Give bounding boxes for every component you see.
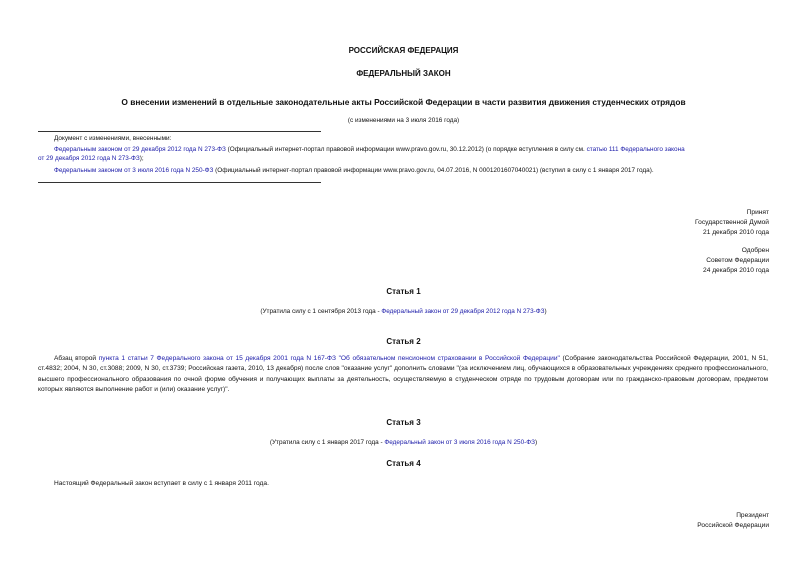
article-3-heading: Статья 3	[386, 418, 421, 427]
article-1-heading: Статья 1	[386, 287, 421, 296]
law-title: О внесении изменений в отдельные законодательные акты Российской Федерации в части развития движения студенческих отрядов	[121, 97, 686, 107]
amendment-link-273fz[interactable]: Федеральным законом от 29 декабря 2012 года N 273-ФЗ	[54, 146, 226, 153]
article-111-link-cont[interactable]: от 29 декабря 2012 года N 273-ФЗ	[38, 155, 140, 162]
signature-block: Президент Российской Федерации	[697, 512, 769, 529]
top-divider	[38, 131, 321, 132]
amendments-intro: Документ с изменениями, внесенными:	[54, 135, 172, 142]
approved-block: Одобрен Советом Федерации 24 декабря 2010 года	[703, 247, 769, 274]
article-2-link[interactable]: пункта 1 статьи 7 Федерального закона от 15 декабря 2001 года N 167-ФЗ "Об обязательном пенсионном страховании в Российской Федерации"	[98, 355, 560, 362]
amended-note: (с изменениями на 3 июля 2016 года)	[347, 117, 460, 124]
bottom-divider	[38, 182, 321, 183]
country-heading: РОССИЙСКАЯ ФЕДЕРАЦИЯ	[348, 46, 459, 55]
amendment-link-250fz[interactable]: Федеральным законом от 3 июля 2016 года N 250-ФЗ	[54, 167, 214, 174]
law-type-heading: ФЕДЕРАЛЬНЫЙ ЗАКОН	[356, 69, 451, 78]
article-1-link[interactable]: Федеральный закон от 29 декабря 2012 года N 273-ФЗ	[381, 308, 545, 315]
article-4-text: Настоящий Федеральный закон вступает в силу с 1 января 2011 года.	[54, 480, 269, 487]
article-3-text: (Утратила силу с 1 января 2017 года - Федеральный закон от 3 июля 2016 года N 250-ФЗ)	[269, 439, 538, 446]
article-3-link[interactable]: Федеральный закон от 3 июля 2016 года N 250-ФЗ	[384, 439, 535, 446]
article-2-text: Абзац второй пункта 1 статьи 7 Федерального закона от 15 декабря 2001 года N 167-ФЗ "Об обязательном пенсионном страховании в Российской Федерации" (Собрание законодательства Российской Федерации, 2001, N 51, ст.4832; 2004, N 30, ст.3088; 2009, N 30, ст.3739; Российская газета, 2010, 13 декабря) после слов "оказание услуг" дополнить словами "(за исключением лиц, обучающихся в образовательных учреждениях среднего профессионального, высшего профессионального образования по очной форме обучения и получающих выплаты за деятельность, осуществляемую в студенческом отряде по трудовым договорам или по гражданско-правовым договорам, предметом которых являются выполнение работ и (или) оказание услуг)".	[38, 355, 768, 394]
amendment-item-2: Федеральным законом от 3 июля 2016 года N 250-ФЗ (Официальный интернет-портал правовой информации www.pravo.gov.ru, 04.07.2016, N 0001201607040021) (вступил в силу с 1 января 2017 года).	[54, 167, 654, 174]
article-2-heading: Статья 2	[386, 337, 421, 346]
accepted-block: Принят Государственной Думой 21 декабря 2010 года	[695, 209, 769, 236]
amendment-item-1: Федеральным законом от 29 декабря 2012 года N 273-ФЗ (Официальный интернет-портал правовой информации www.pravo.gov.ru, 30.12.2012) (о порядке вступления в силу см. статью 111 Федерального закона от 29 декабря 2012 года N 273-ФЗ);	[38, 146, 685, 162]
article-4-heading: Статья 4	[386, 459, 421, 468]
article-111-link[interactable]: статью 111 Федерального закона	[586, 146, 685, 153]
article-1-text: (Утратила силу с 1 сентября 2013 года - Федеральный закон от 29 декабря 2012 года N 273-ФЗ)	[260, 308, 547, 315]
